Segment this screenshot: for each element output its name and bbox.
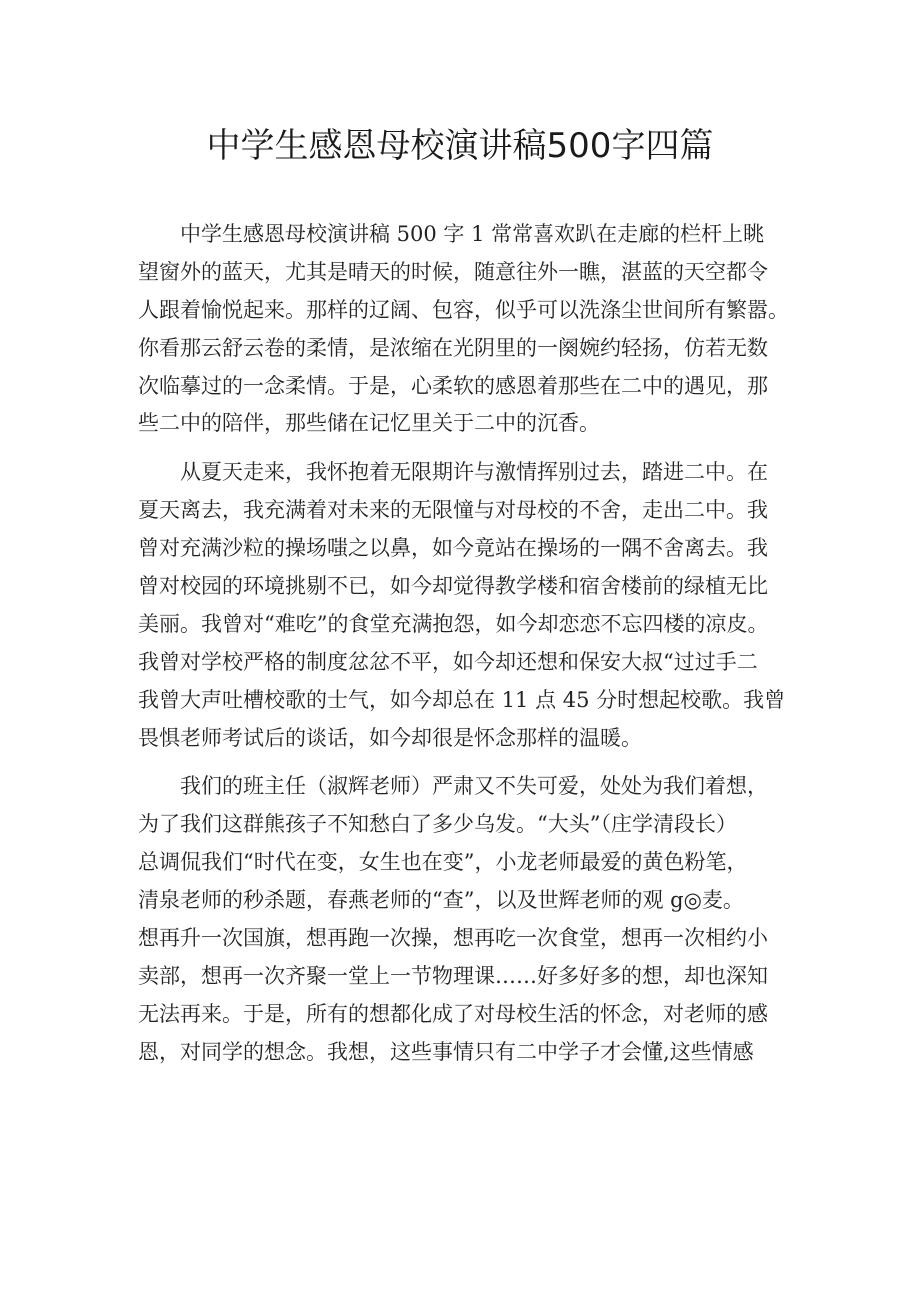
document-body — [138, 216, 798, 1072]
text-line: 清泉老师的秒杀题，春燕老师的“查”，以及世辉老师的观 g◎麦。 — [138, 888, 744, 913]
text-line: 我曾对学校严格的制度忿忿不平，如今却还想和保安大叔“过过手二 — [138, 649, 758, 674]
text-line: 人跟着愉悦起来。那样的辽阔、包容，似乎可以洗涤尘世间所有繁嚣。 — [138, 297, 789, 322]
paragraph — [138, 768, 798, 1071]
text-line: 恩，对同学的想念。我想，这些事情只有二中学子才会懂,这些情感 — [138, 1039, 754, 1064]
text-line: 畏惧老师考试后的谈话，如今却很是怀念那样的温暖。 — [138, 725, 642, 750]
text-line: 曾对校园的环境挑剔不已，如今却觉得教学楼和宿舍楼前的绿植无比 — [138, 574, 768, 599]
text-line: 总调侃我们“时代在变，女生也在变”，小龙老师最爱的黄色粉笔， — [138, 850, 748, 875]
text-line: 些二中的陪伴，那些储在记忆里关于二中的沉香。 — [138, 411, 600, 436]
text-line: 我们的班主任（淑辉老师）严肃又不失可爱，处处为我们着想， — [138, 774, 768, 799]
text-line: 夏天离去，我充满着对未来的无限憧与对母校的不舍，走出二中。我 — [138, 498, 768, 523]
text-line: 无法再来。于是，所有的想都化成了对母校生活的怀念，对老师的感 — [138, 1001, 768, 1026]
document-title: 中学生感恩母校演讲稿500字四篇 — [206, 126, 714, 166]
text-line: 曾对充满沙粒的操场嗤之以鼻，如今竟站在操场的一隅不舍离去。我 — [138, 536, 768, 561]
text-line: 望窗外的蓝天，尤其是晴天的时候，随意往外一瞧，湛蓝的天空都令 — [138, 259, 768, 284]
text-line: 卖部，想再一次齐聚一堂上一节物理课……好多好多的想，却也深知 — [138, 963, 768, 988]
text-line: 中学生感恩母校演讲稿 500 字 1 常常喜欢趴在走廊的栏杆上眺 — [138, 222, 765, 246]
text-line: 我曾大声吐槽校歌的士气，如今却总在 11 点 45 分时想起校歌。我曾 — [138, 687, 786, 712]
paragraph — [138, 454, 798, 757]
text-line: 次临摹过的一念柔情。于是，心柔软的感恩着那些在二中的遇见，那 — [138, 373, 768, 398]
text-line: 美丽。我曾对“难吃”的食堂充满抱怨，如今却恋恋不忘四楼的凉皮。 — [138, 611, 769, 636]
text-line: 你看那云舒云卷的柔情，是浓缩在光阴里的一阕婉约轻扬，仿若无数 — [138, 335, 768, 360]
text-line: 想再升一次国旗，想再跑一次操，想再吃一次食堂，想再一次相约小 — [138, 926, 768, 951]
text-line: 为了我们这群熊孩子不知愁白了多少乌发。“大头”（庄学清段长） — [138, 812, 737, 837]
text-line: 从夏天走来，我怀抱着无限期许与激情挥别过去，踏进二中。在 — [138, 460, 768, 485]
paragraph — [138, 216, 798, 443]
